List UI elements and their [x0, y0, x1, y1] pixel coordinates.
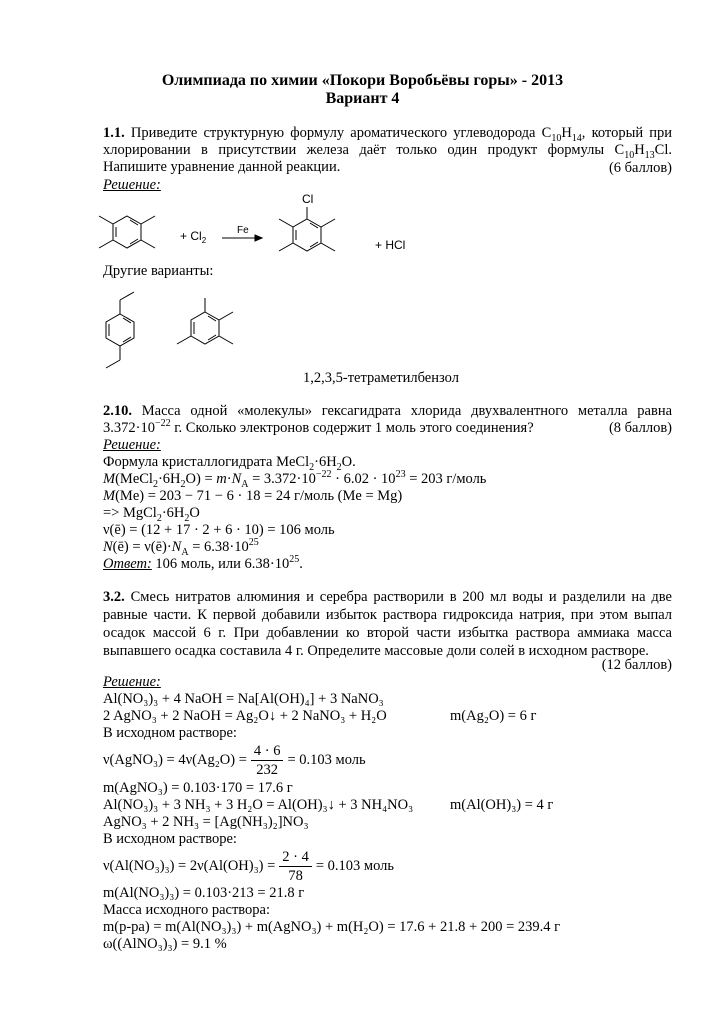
reaction-line: Al(NO₃)₃ + 3 NH₃ + 3 H₂O = Al(OH)₃↓ + 3 NH₄NO₃	[103, 797, 414, 813]
variant-title: Вариант 4	[325, 90, 400, 107]
denominator: 232	[256, 762, 279, 778]
isomer-name: 1,2,3,5-тетраметилбензол	[303, 370, 459, 386]
mass-note: m(Ag₂O) = 6 г	[450, 708, 537, 724]
sup: −22	[154, 418, 171, 430]
solution-line: m(р-ра) = m(Al(NO₃)₃) + m(AgNO₃) + m(H₂O) = 17.6 + 21.8 + 200 = 239.4 г	[103, 919, 561, 935]
text: N	[171, 539, 182, 555]
text: O.	[341, 454, 356, 470]
text: ·	[226, 471, 232, 487]
text: = 3.372·10	[248, 471, 316, 487]
text: ν(Al(NO₃)₃) = 2ν(Al(OH)₃) =	[103, 857, 276, 874]
solution-line: m(AgNO₃) = 0.103·170 = 17.6 г	[103, 780, 293, 796]
solution-line: ω((AlNO₃)₃) = 9.1 %	[103, 936, 227, 952]
answer-label: Ответ:	[103, 556, 152, 572]
text: Формула кристаллогидрата MeCl	[103, 454, 310, 470]
text: O	[189, 505, 200, 521]
text: H	[634, 142, 645, 158]
sub: 13	[644, 149, 655, 161]
solution-label: Решение:	[103, 674, 161, 690]
arrow-head	[255, 235, 262, 241]
sup: 25	[248, 537, 259, 549]
problem-3-statement	[103, 588, 672, 660]
reaction-line: AgNO₃ + 2 NH₃ = [Ag(NH₃)₂]NO₃	[103, 814, 309, 830]
text: ·6H	[314, 454, 337, 470]
text: O) =	[185, 471, 217, 487]
fraction-line	[103, 848, 394, 885]
sub: 2	[180, 478, 186, 490]
sub: 2	[336, 461, 342, 473]
isomer-structures	[95, 282, 255, 382]
text: ·6H	[157, 471, 181, 487]
numerator: 2 · 4	[279, 848, 312, 867]
text: m	[216, 471, 227, 487]
other-variants-label: Другие варианты:	[103, 263, 214, 279]
text: .	[299, 556, 303, 572]
solution-line: В исходном растворе:	[103, 725, 237, 741]
solution-line: Масса исходного раствора:	[103, 902, 270, 918]
sub: 10	[624, 149, 635, 161]
reaction-line: Al(NO₃)₃ + 4 NaOH = Na[Al(OH)₄] + 3 NaNO₃	[103, 691, 384, 707]
fraction-line	[103, 742, 366, 779]
problem-number: 3.2.	[103, 589, 125, 605]
text: => MgCl	[103, 505, 157, 521]
sup: −22	[315, 469, 332, 481]
denominator: 78	[288, 868, 303, 884]
text: M	[103, 488, 116, 504]
text: (ē) = ν(ē)·	[112, 539, 172, 555]
solution-line	[103, 471, 486, 488]
sub: A	[181, 546, 189, 558]
chlorodurene-structure	[279, 207, 335, 251]
sup: 25	[289, 554, 300, 566]
sub: 2	[184, 512, 190, 524]
plus-hcl-label: + HCl	[375, 238, 406, 252]
page-title: Олимпиада по химии «Покори Воробьёвы горы» - 2013	[161, 72, 564, 89]
problem-number: 1.1.	[103, 125, 125, 141]
text: Смесь нитратов алюминия и серебра растворили в 200 мл воды и разделили на две равные части. К первой добавили избыток раствора гидроксида натрия, при этом выпал осадок массой 6 г. При добавлении ко второй части избытка раствора аммиака масса выпавшего осадка составила 4 г. Определите массовые доли солей в исходном растворе.	[103, 589, 672, 659]
sub: 14	[571, 132, 582, 144]
problem-1-statement	[103, 125, 672, 176]
solution-line	[103, 488, 402, 505]
problem-2-statement	[103, 403, 672, 437]
text: = 0.103 моль	[315, 857, 395, 874]
fraction	[251, 742, 284, 779]
points: (6 баллов)	[608, 160, 672, 176]
reaction-line: 2 AgNO₃ + 2 NaOH = Ag₂O↓ + 2 NaNO₃ + H₂O	[103, 708, 387, 724]
points: (8 баллов)	[608, 420, 672, 436]
text: M	[103, 471, 116, 487]
text: = 6.38·10	[188, 539, 249, 555]
text: H	[561, 125, 572, 141]
solution-label: Решение:	[103, 437, 161, 453]
points: (12 баллов)	[601, 657, 672, 673]
sub: A	[241, 478, 249, 490]
text: = 203 г/моль	[405, 471, 487, 487]
text: ν(AgNO₃) = 4ν(Ag₂O) =	[103, 751, 247, 768]
solution-line: ν(ē) = (12 + 17 · 2 + 6 · 10) = 106 моль	[103, 522, 335, 538]
text: · 6.02 · 10	[331, 471, 396, 487]
sub: 2	[309, 461, 315, 473]
sub: 2	[156, 512, 162, 524]
text: = 0.103 моль	[287, 751, 366, 768]
solution-line: m(Al(NO₃)₃) = 0.103·213 = 21.8 г	[103, 885, 305, 901]
catalyst-label: Fe	[237, 225, 249, 236]
text: г. Сколько электронов содержит 1 моль этого соединения?	[170, 420, 534, 436]
cl-atom-label: Cl	[302, 192, 314, 206]
problem-number: 2.10.	[103, 403, 132, 419]
mass-note: m(Al(OH)₃) = 4 г	[450, 797, 554, 813]
diethylbenzene-structure	[106, 292, 134, 368]
text: 106 моль, или 6.38·10	[151, 556, 290, 572]
durene-structure	[99, 216, 155, 248]
tetramethylbenzene-structure	[177, 298, 233, 344]
solution-line: В исходном растворе:	[103, 831, 237, 847]
numerator: 4 · 6	[251, 742, 284, 761]
text: ·6H	[161, 505, 185, 521]
text: Приведите структурную формулу ароматического углеводорода C	[130, 125, 552, 141]
sub: 2	[152, 478, 158, 490]
solution-line	[103, 505, 200, 522]
plus-cl2-label: + $Cl_2$	[180, 229, 207, 245]
text: N	[231, 471, 242, 487]
sup: 23	[395, 469, 406, 481]
solution-label: Решение:	[103, 177, 161, 193]
answer-line	[103, 556, 303, 573]
text: Масса одной «молекулы» гексагидрата хлорида двухвалентного металла равна 3.372·10	[103, 403, 673, 436]
text: (Me) = 203 − 71 − 6 · 18 = 24 г/моль (Me = Mg)	[115, 488, 403, 504]
text: , который при хлорировании в присутствии железа даёт только один продукт формулы C	[103, 125, 672, 158]
solution-line	[103, 539, 259, 556]
sub: 10	[551, 132, 562, 144]
text: (MeCl	[115, 471, 153, 487]
reaction-scheme	[95, 190, 425, 270]
fraction	[279, 848, 312, 885]
text: N	[103, 539, 113, 555]
text: Cl. Напишите уравнение данной реакции.	[103, 142, 672, 175]
